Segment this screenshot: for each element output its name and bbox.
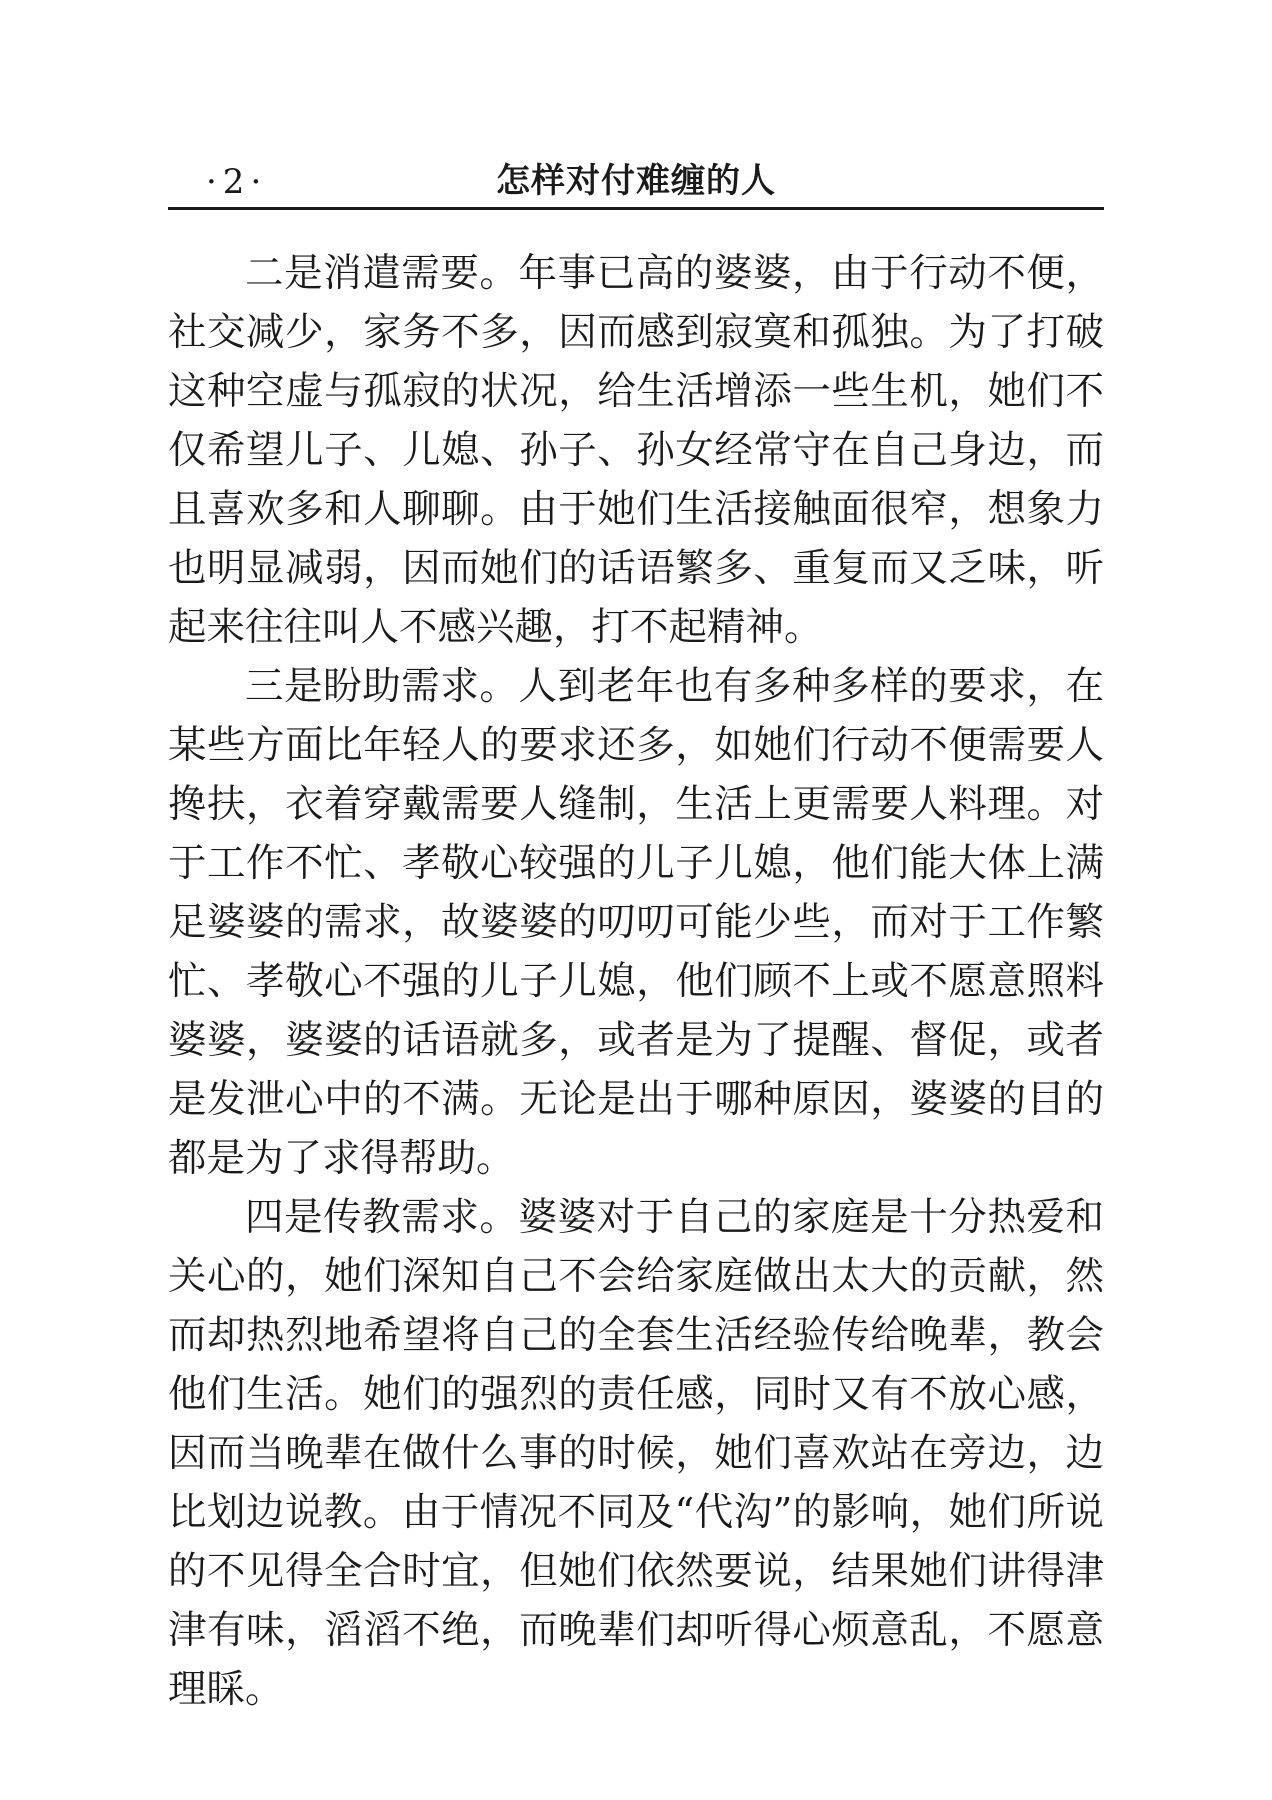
paragraph-leisure-need: 二是消遣需要。年事已高的婆婆，由于行动不便，社交减少，家务不多，因而感到寂寞和孤独。为了打破这种空虚与孤寂的状况，给生活增添一些生机，她们不仅希望儿子、儿媳、孙子、孙女经常守在自己身边，而且喜欢多和人聊聊。由于她们生活接触面很窄，想象力也明显减弱，因而她们的话语繁多、重复而又乏味，听起来往往叫人不感兴趣，打不起精神。 [168,251,1104,650]
paragraph-teaching-need: 四是传教需求。婆婆对于自己的家庭是十分热爱和关心的，她们深知自己不会给家庭做出太大的贡献，然而却热烈地希望将自己的全套生活经验传给晚辈，教会他们生活。她们的强烈的责任感，同时又有不放心感，因而当晚辈在做什么事的时候，她们喜欢站在旁边，边比划边说教。由于情况不同及“代沟”的影响，她们所说的不见得全合时宜，但她们依然要说，结果她们讲得津津有味，滔滔不绝，而晚辈们却听得心烦意乱，不愿意理睬。 [168,1195,1104,1712]
page-header [168,158,1104,208]
running-title: 怎样对付难缠的人 [496,161,776,201]
body-text [168,244,1104,1719]
paragraph-help-need: 三是盼助需求。人到老年也有多种多样的要求，在某些方面比年轻人的要求还多，如她们行动不便需要人搀扶，衣着穿戴需要人缝制，生活上更需要人料理。对于工作不忙、孝敬心较强的儿子儿媳，他们能大体上满足婆婆的需求，故婆婆的叨叨可能少些，而对于工作繁忙、孝敬心不强的儿子儿媳，他们顾不上或不愿意照料婆婆，婆婆的话语就多，或者是为了提醒、督促，或者是发泄心中的不满。无论是出于哪种原因，婆婆的目的都是为了求得帮助。 [168,664,1104,1181]
header-rule [168,207,1104,210]
page-number: ·2· [206,162,268,202]
